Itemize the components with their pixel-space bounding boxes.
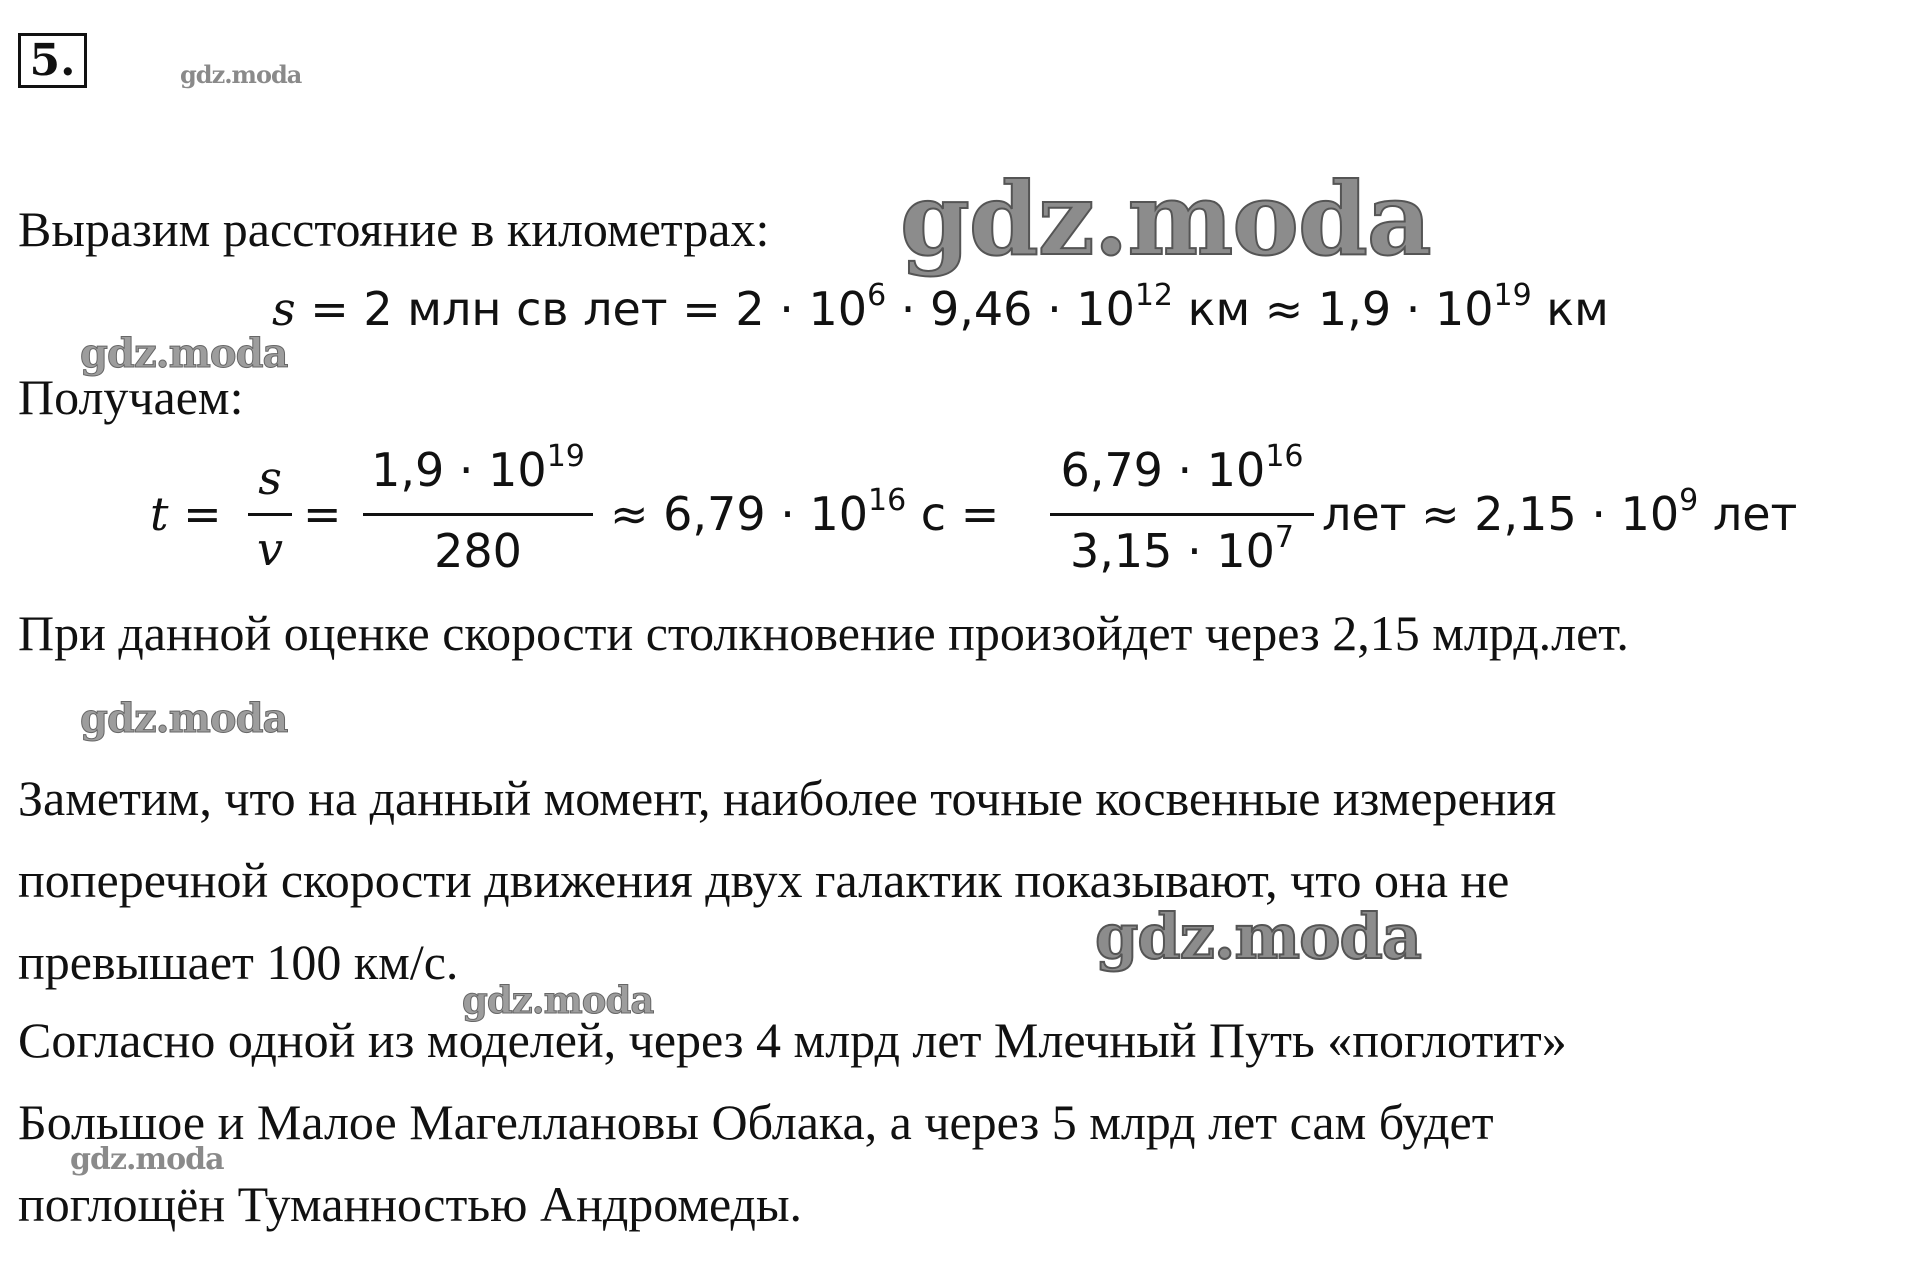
paragraph-note-line-3: превышает 100 км/с. (18, 934, 459, 990)
watermark: gdz.moda (462, 978, 654, 1022)
fraction-den: 280 (434, 524, 522, 578)
eq1-exp1: 6 (867, 278, 887, 313)
paragraph-note-line-1: Заметим, что на данный момент, наиболее точные косвенные измерения (18, 770, 1557, 826)
eq1-exp2: 12 (1134, 278, 1174, 313)
eq1-middle: = 2 млн св лет = 2 · 10 (295, 282, 868, 336)
paragraph-model-line-1: Согласно одной из моделей, через 4 млрд лет Млечный Путь «поглотит» (18, 1012, 1567, 1068)
watermark: gdz.moda (80, 695, 288, 742)
eq2-approx-seconds: ≈ $6,79 \cdot 10^{16}$ с = (610, 483, 1000, 541)
watermark: gdz.moda (1095, 900, 1421, 973)
fraction-den: $3,15 \cdot 10^7$ (1070, 520, 1294, 578)
fraction-s-num: s (258, 451, 282, 505)
fraction-num: $1,9 \cdot 10^{19}$ (371, 439, 585, 497)
eq2-result: лет ≈ $2,15 \cdot 10^9$ лет (1322, 483, 1798, 541)
fraction-line (248, 513, 292, 516)
eq1-exp3: 19 (1493, 278, 1532, 313)
var-s: s (272, 282, 296, 336)
paragraph-get: Получаем: (18, 369, 244, 425)
watermark: gdz.moda (900, 160, 1431, 278)
fraction-v-den: v (257, 522, 283, 576)
eq1-unit: км (1531, 282, 1609, 336)
fraction-num: $6,79 \cdot 10^{16}$ (1060, 439, 1304, 497)
eq1-part3: км ≈ 1,9 · 10 (1173, 282, 1494, 336)
fraction-line (363, 513, 593, 516)
fraction-seconds-over-year (1050, 439, 1314, 582)
paragraph-conclusion: При данной оценке скорости столкновение произойдет через 2,15 млрд.лет. (18, 605, 1629, 661)
eq2-t: t = (150, 487, 222, 541)
paragraph-note-line-2: поперечной скорости движения двух галактик показывают, что она не (18, 852, 1510, 908)
watermark: gdz.moda (70, 1142, 224, 1177)
paragraph-model-line-2: Большое и Малое Магеллановы Облака, а через 5 млрд лет сам будет (18, 1094, 1494, 1150)
fraction-distance-over-speed (363, 439, 593, 582)
watermark: gdz.moda (180, 60, 302, 89)
eq1-part2: · 9,46 · 10 (886, 282, 1135, 336)
task-number: 5. (18, 33, 87, 88)
paragraph-model-line-3: поглощён Туманностью Андромеды. (18, 1176, 803, 1232)
equation-distance (272, 278, 1609, 337)
eq2-equals: = (303, 487, 342, 541)
paragraph-intro: Выразим расстояние в километрах: (18, 201, 770, 257)
fraction-s-over-v (248, 450, 292, 580)
fraction-line (1050, 513, 1314, 516)
watermark: gdz.moda (80, 330, 288, 377)
